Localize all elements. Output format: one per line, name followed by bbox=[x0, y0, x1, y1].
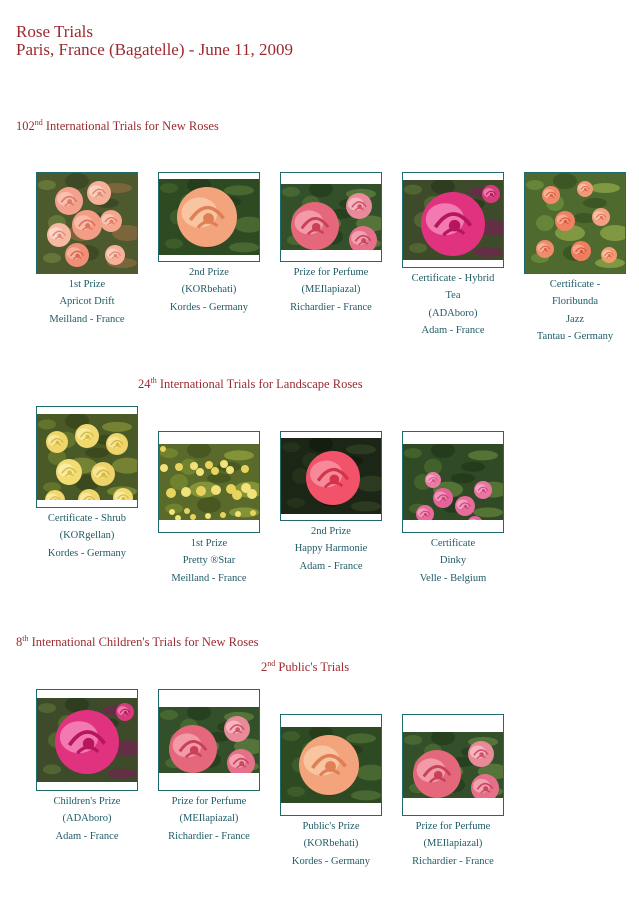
caption-line: Kordes - Germany bbox=[47, 547, 127, 559]
rose-entry-new_roses-3 bbox=[280, 172, 382, 316]
caption-line: Dinky bbox=[439, 555, 467, 567]
rose-thumbnail[interactable] bbox=[280, 431, 382, 521]
rose-thumbnail[interactable] bbox=[36, 172, 138, 274]
page-subtitle bbox=[16, 40, 293, 60]
section-heading-children: 8th International Children's Trials for New Roses bbox=[16, 634, 259, 649]
caption-line: (KORbehati) bbox=[303, 838, 359, 850]
caption-line: (MEIlapiazal) bbox=[179, 813, 239, 825]
rose-thumbnail[interactable] bbox=[280, 714, 382, 816]
peach-rose-photo bbox=[281, 727, 381, 803]
rose-caption bbox=[280, 818, 382, 870]
caption-line: Richardier - France bbox=[290, 301, 372, 313]
rose-thumbnail[interactable] bbox=[36, 689, 138, 791]
magenta-rose-photo bbox=[403, 180, 503, 260]
rose-thumbnail[interactable] bbox=[158, 689, 260, 791]
rose-entry-landscape-1 bbox=[36, 406, 138, 562]
pink-pair-photo bbox=[281, 184, 381, 250]
rose-entry-new_roses-2 bbox=[158, 172, 260, 316]
caption-line: Prize for Perfume bbox=[415, 821, 491, 832]
caption-line: Certificate bbox=[430, 538, 476, 549]
caption-line: Prize for Perfume bbox=[293, 267, 369, 278]
title-line-1: Rose Trials bbox=[16, 22, 93, 41]
caption-line: Children's Prize bbox=[53, 796, 121, 807]
rose-entry-landscape-2 bbox=[158, 431, 260, 587]
caption-line: Meilland - France bbox=[171, 572, 247, 584]
rose-caption bbox=[280, 523, 382, 575]
caption-line: Apricot Drift bbox=[59, 296, 115, 308]
caption-line: Richardier - France bbox=[412, 855, 494, 867]
orange-shrub-photo bbox=[525, 173, 625, 273]
rose-entry-new_roses-4 bbox=[402, 172, 504, 339]
rose-caption bbox=[402, 270, 504, 339]
section-heading-landscape: 24th International Trials for Landscape Roses bbox=[138, 376, 363, 391]
rose-thumbnail[interactable] bbox=[158, 172, 260, 262]
pink-pair-photo bbox=[159, 707, 259, 773]
rose-entry-new_roses-5 bbox=[524, 172, 626, 345]
rose-thumbnail[interactable] bbox=[158, 431, 260, 533]
caption-line: Jazz bbox=[565, 313, 585, 325]
caption-line: Velle - Belgium bbox=[419, 572, 487, 584]
caption-line: Meilland - France bbox=[49, 313, 125, 325]
rose-entry-public-1 bbox=[36, 689, 138, 845]
rose-entry-public-2 bbox=[158, 689, 260, 845]
apricot-cluster-photo bbox=[37, 173, 137, 273]
rose-entry-landscape-3 bbox=[280, 431, 382, 575]
section-heading-new-roses: 102nd International Trials for New Roses bbox=[16, 118, 219, 133]
caption-line: (KORbehati) bbox=[181, 284, 237, 296]
rose-caption bbox=[158, 793, 260, 845]
page-title bbox=[16, 22, 93, 42]
rose-caption bbox=[402, 818, 504, 870]
caption-line: Pretty ®Star bbox=[182, 555, 236, 567]
caption-line: (MEIlapiazal) bbox=[423, 838, 483, 850]
magenta-rose-photo bbox=[37, 698, 137, 782]
caption-line: Certificate - Shrub bbox=[47, 513, 127, 524]
pink-pair-photo bbox=[403, 732, 503, 798]
caption-line: (MEIlapiazal) bbox=[301, 284, 361, 296]
caption-line: Tantau - Germany bbox=[536, 330, 614, 342]
rose-caption bbox=[402, 535, 504, 587]
rose-caption bbox=[158, 535, 260, 587]
caption-line: Prize for Perfume bbox=[171, 796, 247, 807]
rose-caption bbox=[524, 276, 626, 345]
rose-thumbnail[interactable] bbox=[402, 431, 504, 533]
caption-line: (ADAboro) bbox=[62, 813, 112, 825]
pink-ground-photo bbox=[403, 444, 503, 520]
caption-line: Public's Prize bbox=[302, 821, 360, 832]
rose-caption bbox=[280, 264, 382, 316]
caption-line: 2nd Prize bbox=[311, 526, 351, 537]
coral-rose-photo bbox=[281, 438, 381, 514]
caption-line: 1st Prize bbox=[190, 538, 228, 549]
peach-rose-photo bbox=[159, 179, 259, 255]
caption-line: Happy Harmonie bbox=[294, 543, 368, 555]
rose-entry-public-4 bbox=[402, 714, 504, 870]
caption-line: Richardier - France bbox=[168, 830, 250, 842]
rose-caption bbox=[158, 264, 260, 316]
caption-line: Adam - France bbox=[299, 560, 363, 572]
caption-line: Adam - France bbox=[55, 830, 119, 842]
caption-line: Adam - France bbox=[421, 324, 485, 336]
caption-line: Floribunda bbox=[551, 296, 599, 308]
yellow-small-photo bbox=[159, 444, 259, 520]
section-heading-public: 2nd Public's Trials bbox=[261, 659, 350, 674]
rose-entry-new_roses-1 bbox=[36, 172, 138, 328]
caption-line: Kordes - Germany bbox=[169, 301, 249, 313]
rose-entry-landscape-4 bbox=[402, 431, 504, 587]
rose-thumbnail[interactable] bbox=[402, 714, 504, 816]
rose-thumbnail[interactable] bbox=[524, 172, 626, 274]
rose-thumbnail[interactable] bbox=[402, 172, 504, 268]
caption-line: Kordes - Germany bbox=[291, 855, 371, 867]
rose-thumbnail[interactable] bbox=[280, 172, 382, 262]
yellow-cluster-photo bbox=[37, 414, 137, 500]
caption-line: Certificate - Hybrid bbox=[411, 273, 495, 284]
rose-caption bbox=[36, 793, 138, 845]
rose-caption bbox=[36, 276, 138, 328]
caption-line: Tea bbox=[445, 290, 461, 302]
caption-line: 2nd Prize bbox=[189, 267, 229, 278]
caption-line: (ADAboro) bbox=[428, 307, 478, 319]
caption-line: (KORgellan) bbox=[59, 530, 115, 542]
rose-entry-public-3 bbox=[280, 714, 382, 870]
title-line-2: Paris, France (Bagatelle) - June 11, 2009 bbox=[16, 40, 293, 59]
rose-caption bbox=[36, 510, 138, 562]
caption-line: Certificate - bbox=[549, 279, 601, 290]
rose-thumbnail[interactable] bbox=[36, 406, 138, 508]
caption-line: 1st Prize bbox=[68, 279, 106, 290]
